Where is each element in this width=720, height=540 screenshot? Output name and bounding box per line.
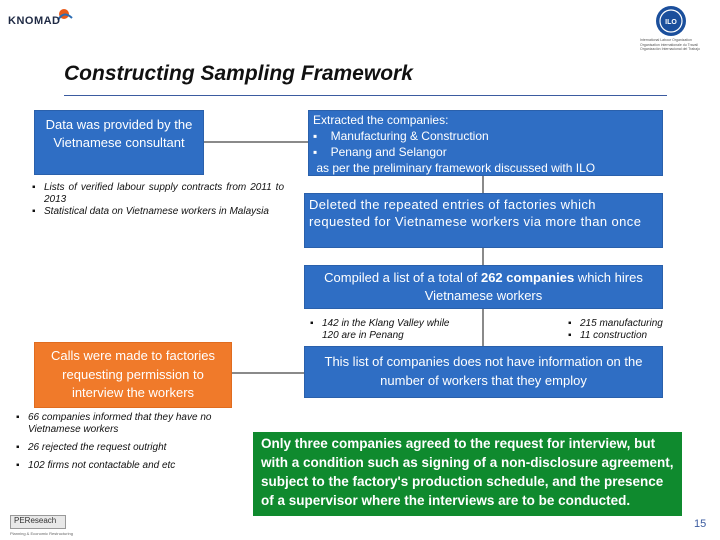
list-item: ▪ 102 firms not contactable and etc bbox=[16, 460, 248, 472]
ilo-name-es: Organización Internacional del Trabajo bbox=[640, 47, 700, 52]
ilo-name-en: International Labour Organization bbox=[640, 38, 692, 42]
extracted-intro: Extracted the companies: bbox=[313, 113, 449, 127]
source-data-list bbox=[32, 182, 284, 218]
data-source-box: Data was provided by the Vietnamese consultant bbox=[34, 110, 204, 175]
svg-text:ILO: ILO bbox=[665, 19, 677, 26]
compiled-list-box bbox=[304, 265, 663, 309]
call-outcomes-list bbox=[16, 412, 248, 478]
no-worker-info-box: This list of companies does not have information on the number of workers that they employ bbox=[304, 346, 663, 398]
compiled-pre: Compiled a list of a total of bbox=[324, 270, 481, 285]
footer-logo bbox=[10, 515, 73, 537]
ilo-emblem-icon bbox=[656, 6, 686, 36]
compiled-post: which hires Vietnamese workers bbox=[424, 270, 643, 303]
extracted-item: ▪ Manufacturing & Construction bbox=[313, 129, 489, 143]
extracted-tail-text: as per the preliminary framework discussed with ILO bbox=[316, 161, 596, 175]
page-number: 15 bbox=[694, 518, 707, 530]
title-underline bbox=[64, 95, 667, 96]
list-item: ▪ 11 construction bbox=[568, 330, 688, 342]
ilo-org-names bbox=[640, 38, 716, 52]
knomad-logo bbox=[6, 6, 76, 32]
extracted-companies-box bbox=[308, 110, 663, 176]
list-item: ▪ 66 companies informed that they have no Vietnamese workers bbox=[16, 412, 248, 436]
deleted-duplicates-box: Deleted the repeated entries of factories which requested for Vietnamese workers via more than once bbox=[304, 193, 663, 248]
connector-deleted-to-compiled bbox=[482, 248, 484, 265]
footer-logo-text: PEReseach bbox=[14, 516, 57, 525]
connector-extracted-to-deleted bbox=[482, 176, 484, 193]
ilo-name-fr: Organisation internationale du Travail bbox=[640, 42, 698, 47]
extracted-item-label: Manufacturing & Construction bbox=[330, 129, 489, 143]
list-item: ▪ 142 in the Klang Valley while 120 are in Penang bbox=[310, 318, 460, 342]
extracted-item-label: Penang and Selangor bbox=[330, 145, 447, 159]
footer-logo-subtext: Planning & Economic Restructuring bbox=[10, 531, 73, 536]
list-item: ▪ Statistical data on Vietnamese workers in Malaysia bbox=[32, 206, 284, 218]
knomad-logo-text: KNOMAD bbox=[8, 15, 61, 27]
compiled-count: 262 companies bbox=[480, 270, 575, 285]
list-item: ▪ Lists of verified labour supply contracts from 2011 to 2013 bbox=[32, 182, 284, 206]
list-item: ▪ 26 rejected the request outright bbox=[16, 442, 248, 454]
result-box: Only three companies agreed to the request for interview, but with a condition such as signing of a non-disclosure agreement, subject to the factory's production schedule, and the presence of a supervisor where the interviews are to be conducted. bbox=[253, 432, 682, 516]
connector-source-to-extracted bbox=[204, 141, 308, 143]
location-list bbox=[310, 318, 460, 342]
calls-made-box: Calls were made to factories requesting permission to interview the workers bbox=[34, 342, 232, 408]
sector-list bbox=[568, 318, 688, 342]
extracted-tail bbox=[313, 160, 654, 176]
list-item: ▪ 215 manufacturing bbox=[568, 318, 688, 330]
ilo-logo-icon bbox=[656, 6, 686, 36]
connector-noinfo-to-calls bbox=[232, 372, 304, 374]
page-title: Constructing Sampling Framework bbox=[64, 62, 413, 85]
extracted-item: ▪ Penang and Selangor bbox=[313, 145, 447, 159]
connector-compiled-to-noinfo bbox=[482, 309, 484, 346]
